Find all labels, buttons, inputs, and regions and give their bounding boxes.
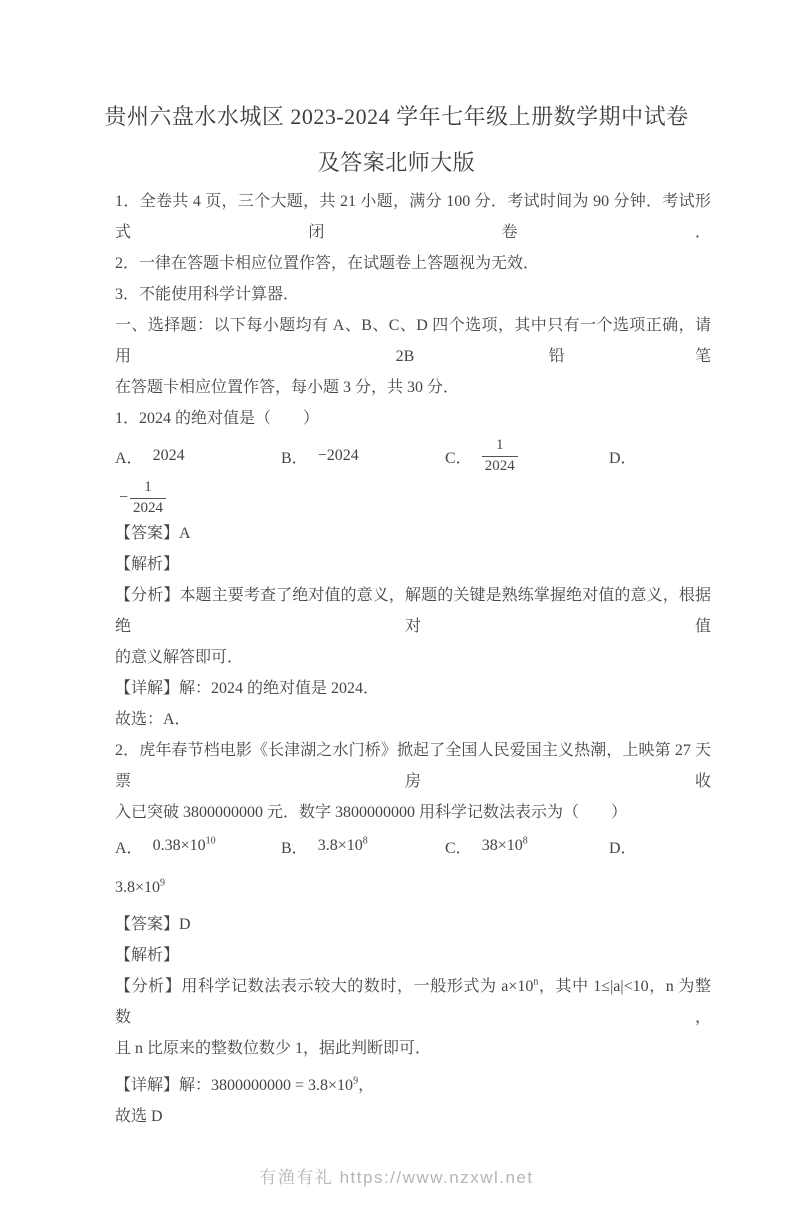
q2-option-a-value xyxy=(153,837,216,855)
q2-option-a xyxy=(115,835,281,858)
notice-line-2: 2．一律在答题卡相应位置作答，在试题卷上答题视为无效． xyxy=(115,255,540,272)
q2-option-c-base: 38×10 xyxy=(481,837,523,854)
q2-conclusion-line: 故选 D xyxy=(115,1108,163,1125)
exam-title xyxy=(0,94,793,186)
q2-detail-exponent: 9 xyxy=(353,1075,359,1087)
notice-line-1: 1．全卷共 4 页，三个大题，共 21 小题，满分 100 分．考试时间为 90 分钟．考试形式闭卷． xyxy=(115,193,711,241)
q2-option-c xyxy=(445,835,609,858)
q2-option-c-label: C． xyxy=(445,839,472,857)
q2-option-a-label: A． xyxy=(115,839,143,857)
q2-option-c-value xyxy=(482,837,528,855)
q1-option-d-value xyxy=(119,478,711,518)
fraction-denominator: 2024 xyxy=(482,456,518,477)
question2-stem-line1: 2．虎年春节档电影《长津湖之水门桥》掀起了全国人民爱国主义热潮，上映第 27 天票房收 xyxy=(115,742,711,790)
fraction-numerator: 1 xyxy=(495,437,504,453)
q1-option-c-label: C． xyxy=(445,449,472,467)
q2-option-b-value xyxy=(318,837,368,855)
q1-option-a xyxy=(115,445,281,468)
notice-line-3: 3．不能使用科学计算器． xyxy=(115,286,300,303)
q1-answer-line: 【答案】A xyxy=(115,525,191,542)
q1-detail-line: 【详解】解：2024 的绝对值是 2024． xyxy=(115,680,380,697)
q2-analysis-line2: 且 n 比原来的整数位数少 1，据此判断即可． xyxy=(115,1040,432,1057)
q2-option-a-exponent: 10 xyxy=(205,835,216,847)
q1-analysis-line1: 【分析】本题主要考查了绝对值的意义，解题的关键是熟练掌握绝对值的意义，根据绝对值 xyxy=(115,587,711,635)
q1-jiexi-line: 【解析】 xyxy=(115,556,180,573)
q1-option-a-value: 2024 xyxy=(152,447,185,464)
q2-option-d-label: D． xyxy=(609,839,637,857)
page-title-line1: 贵州六盘水水城区 2023-2024 学年七年级上册数学期中试卷 xyxy=(104,104,689,129)
fraction-denominator: 2024 xyxy=(130,498,166,519)
fraction-numerator: 1 xyxy=(144,479,152,495)
q2-option-b xyxy=(281,835,445,858)
q2-option-d xyxy=(609,835,711,858)
q1-option-b-value: −2024 xyxy=(317,447,359,464)
q2-detail-post: ， xyxy=(358,1077,375,1094)
q2-jiexi-line: 【解析】 xyxy=(115,947,180,964)
q2-analysis-exponent: n xyxy=(533,976,539,988)
q2-option-a-base: 0.38×10 xyxy=(152,837,206,854)
question2-stem-line2: 入已突破 3800000000 元．数字 3800000000 用科学记数法表示为（ ） xyxy=(115,804,628,821)
section-heading-line1: 一、选择题：以下每小题均有 A、B、C、D 四个选项，其中只有一个选项正确，请用 2B 铅笔 xyxy=(115,317,711,365)
q2-answer-line: 【答案】D xyxy=(115,916,191,933)
q2-detail-line xyxy=(115,1070,711,1101)
question2-options xyxy=(115,828,711,864)
q2-option-d-exponent: 9 xyxy=(160,877,166,889)
q1-analysis-line2: 的意义解答即可． xyxy=(115,649,244,666)
q2-detail-pre: 【详解】解：3800000000 = 3.8×10 xyxy=(115,1077,354,1094)
q2-option-b-base: 3.8×10 xyxy=(317,837,363,854)
question1-options xyxy=(115,434,711,478)
q1-option-b-label: B． xyxy=(281,449,308,467)
q1-option-d-fraction xyxy=(130,478,166,518)
q1-option-c xyxy=(445,436,609,476)
q2-option-c-exponent: 8 xyxy=(522,835,528,847)
page-title-line2: 及答案北师大版 xyxy=(317,150,476,175)
q2-analysis-pre: 【分析】用科学记数法表示较大的数时，一般形式为 a×10 xyxy=(115,978,534,995)
q2-option-d-base: 3.8×10 xyxy=(115,879,161,896)
exam-body xyxy=(115,186,711,1132)
q2-option-d-value xyxy=(115,872,711,903)
q2-analysis-post: ，其中 1≤|a|<10，n 为整数， xyxy=(115,978,711,1026)
section-heading-line2: 在答题卡相应位置作答，每小题 3 分，共 30 分． xyxy=(115,379,460,396)
question1-stem: 1．2024 的绝对值是（ ） xyxy=(115,410,320,427)
q1-option-b xyxy=(281,445,445,468)
q1-option-d-label: D． xyxy=(609,449,637,467)
q1-option-c-fraction xyxy=(482,436,518,476)
q2-option-b-label: B． xyxy=(281,839,308,857)
q2-option-b-exponent: 8 xyxy=(362,835,368,847)
q2-analysis-line1 xyxy=(115,971,711,1033)
q1-conclusion-line: 故选：A． xyxy=(115,711,191,728)
minus-sign: − xyxy=(119,489,129,506)
q1-option-d xyxy=(609,445,711,468)
q1-option-a-label: A． xyxy=(115,449,143,467)
footer-watermark: 有渔有礼 https://www.nzxwl.net xyxy=(259,1168,534,1187)
